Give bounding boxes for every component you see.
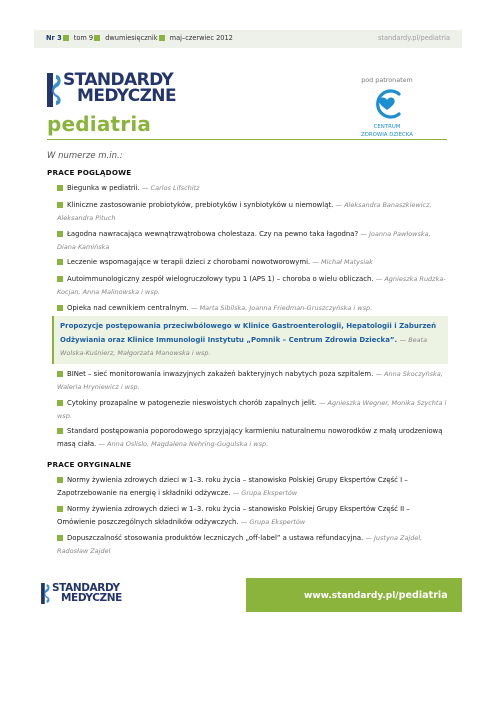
article-title: Biegunka w pediatrii. bbox=[67, 184, 140, 192]
featured-article-title: Propozycje postępowania przeciwbólowego w Klinice Gastroenterologii, Hepatologii i Zaburzeń Odżywiania oraz Klinice Immunologii Instytutu „Pomnik – Centrum Zdrowia Dziecka”. bbox=[60, 322, 437, 344]
green-square-icon bbox=[63, 35, 69, 41]
article-authors: — Anna Oslislo, Magdalena Nehring-Gugulska i wsp. bbox=[98, 440, 269, 448]
patronage-org-line1: CENTRUM bbox=[373, 124, 401, 130]
article-authors: — Agnieszka Rudzka-Kocjan, Anna Malinowska i wsp. bbox=[57, 275, 446, 296]
footer-url-path: pediatria bbox=[398, 590, 448, 601]
article-authors: — Grupa Ekspertów bbox=[240, 518, 306, 526]
bullet-square-icon bbox=[57, 371, 63, 377]
article-item[interactable] bbox=[57, 228, 447, 254]
article-item[interactable] bbox=[57, 302, 447, 315]
article-authors: — Michał Matysiak bbox=[312, 258, 373, 266]
article-item[interactable] bbox=[57, 425, 447, 451]
footer-url-main: www.standardy.pl/ bbox=[304, 591, 399, 601]
bullet-square-icon bbox=[57, 400, 63, 406]
footer-url-band bbox=[246, 578, 462, 612]
contents-label: W numerze m.in.: bbox=[47, 151, 123, 161]
site-link[interactable]: standardy.pl/pediatria bbox=[377, 34, 450, 42]
bullet-square-icon bbox=[57, 202, 63, 208]
footer-logo-line2: MEDYCZNE bbox=[61, 592, 122, 604]
article-item[interactable] bbox=[57, 503, 447, 529]
article-item[interactable] bbox=[57, 256, 447, 269]
article-authors: — Marta Sibilska, Joanna Friedman-Gruszczyńska i wsp. bbox=[191, 304, 373, 312]
article-title: Opieka nad cewnikiem centralnym. bbox=[67, 304, 189, 312]
article-title: Kliniczne zastosowanie probiotyków, prebiotyków i synbiotyków u niemowląt. bbox=[67, 201, 334, 209]
article-item[interactable] bbox=[57, 474, 447, 500]
logo-mark-icon bbox=[47, 73, 63, 107]
article-authors: — Carlos Lifschitz bbox=[141, 184, 200, 192]
journal-title: pediatria bbox=[47, 112, 152, 136]
article-authors: — Anna Skoczyńska, Waleria Hryniewicz i wsp. bbox=[57, 370, 443, 391]
bullet-square-icon bbox=[57, 535, 63, 541]
logo-line1: STANDARDY bbox=[63, 70, 174, 90]
green-square-icon bbox=[159, 35, 165, 41]
patronage-block bbox=[352, 76, 422, 139]
bullet-square-icon bbox=[57, 477, 63, 483]
period: maj–czerwiec 2012 bbox=[169, 34, 233, 42]
issue-number: Nr 3 bbox=[46, 34, 62, 42]
frequency: dwumiesięcznik bbox=[105, 34, 158, 42]
section-title: PRACE POGLĄDOWE bbox=[47, 168, 132, 177]
logo-line2: MEDYCZNE bbox=[77, 86, 176, 106]
article-item[interactable] bbox=[57, 532, 447, 558]
logo-mark-icon bbox=[41, 583, 51, 604]
footer-wordmark bbox=[52, 583, 122, 603]
article-title: Cytokiny prozapalne w patogenezie nieswoistych chorób zapalnych jelit. bbox=[67, 399, 317, 407]
issue-info-bar bbox=[34, 30, 462, 48]
bullet-square-icon bbox=[57, 305, 63, 311]
czd-heart-logo-icon bbox=[367, 89, 407, 119]
article-authors: — Agnieszka Wegner, Monika Szychta i wsp. bbox=[57, 399, 447, 420]
article-title: BINet – sieć monitorowania inwazyjnych zakażeń bakteryjnych nabytych poza szpitalem. bbox=[67, 370, 374, 378]
issue-details bbox=[46, 34, 233, 42]
article-title: Normy żywienia zdrowych dzieci w 1–3. roku życia – stanowisko Polskiej Grupy Ekspertów Część I – Zapotrzebowanie na energię i składniki odżywcze. bbox=[57, 476, 408, 497]
green-square-icon bbox=[94, 35, 100, 41]
featured-article-text bbox=[60, 320, 444, 361]
footer-url-link[interactable] bbox=[304, 590, 448, 601]
patronage-label: pod patronatem bbox=[361, 76, 413, 84]
article-title: Łagodna nawracająca wewnątrzwątrobowa cholestaza. Czy na pewno taka łagodna? bbox=[67, 230, 359, 238]
article-authors: — Justyna Zajdel, Radosław Zajdel bbox=[57, 534, 423, 555]
featured-article-authors: — Beata Wolska-Kuśnierz, Małgorzata Manowska i wsp. bbox=[60, 335, 428, 357]
footer-logo bbox=[41, 583, 161, 605]
logo-wordmark bbox=[63, 72, 176, 104]
article-item[interactable] bbox=[57, 273, 447, 299]
bullet-square-icon bbox=[57, 506, 63, 512]
article-authors: — Grupa Ekspertów bbox=[232, 489, 298, 497]
patronage-org-line2: ZDROWIA DZIECKA bbox=[361, 132, 413, 138]
article-item[interactable] bbox=[57, 182, 447, 195]
bullet-square-icon bbox=[57, 185, 63, 191]
article-title: Normy żywienia zdrowych dzieci w 1–3. roku życia – stanowisko Polskiej Grupy Ekspertów Część II – Omówienie poszczególnych składników odżywczych. bbox=[57, 505, 410, 526]
article-title: Leczenie wspomagające w terapii dzieci z chorobami nowotworowymi. bbox=[67, 258, 311, 266]
article-title: Dopuszczalność stosowania produktów leczniczych „off-label” a ustawa refundacyjna. bbox=[67, 534, 364, 542]
article-authors: — Aleksandra Banaszkiewicz, Aleksandra Pituch bbox=[57, 201, 432, 222]
standardy-medyczne-logo bbox=[47, 72, 207, 108]
footer-logo-line1: STANDARDY bbox=[52, 582, 120, 594]
article-title: Autoimmunologiczny zespół wielogruczołowy typu 1 (APS 1) – choroba o wielu obliczach. bbox=[67, 275, 374, 283]
section-title: PRACE ORYGINALNE bbox=[47, 460, 132, 469]
divider bbox=[47, 139, 447, 140]
article-authors: — Joanna Pawłowska, Diana Kamińska bbox=[57, 230, 431, 251]
featured-article[interactable] bbox=[52, 316, 448, 364]
article-item[interactable] bbox=[57, 199, 447, 225]
article-title: Standard postępowania poporodowego sprzyjający karmieniu naturalnemu noworodków z małą urodzeniową masą ciała. bbox=[57, 427, 443, 448]
bullet-square-icon bbox=[57, 259, 63, 265]
article-item[interactable] bbox=[57, 397, 447, 423]
bullet-square-icon bbox=[57, 231, 63, 237]
bullet-square-icon bbox=[57, 276, 63, 282]
volume: tom 9 bbox=[73, 34, 94, 42]
article-item[interactable] bbox=[57, 368, 447, 394]
bullet-square-icon bbox=[57, 428, 63, 434]
